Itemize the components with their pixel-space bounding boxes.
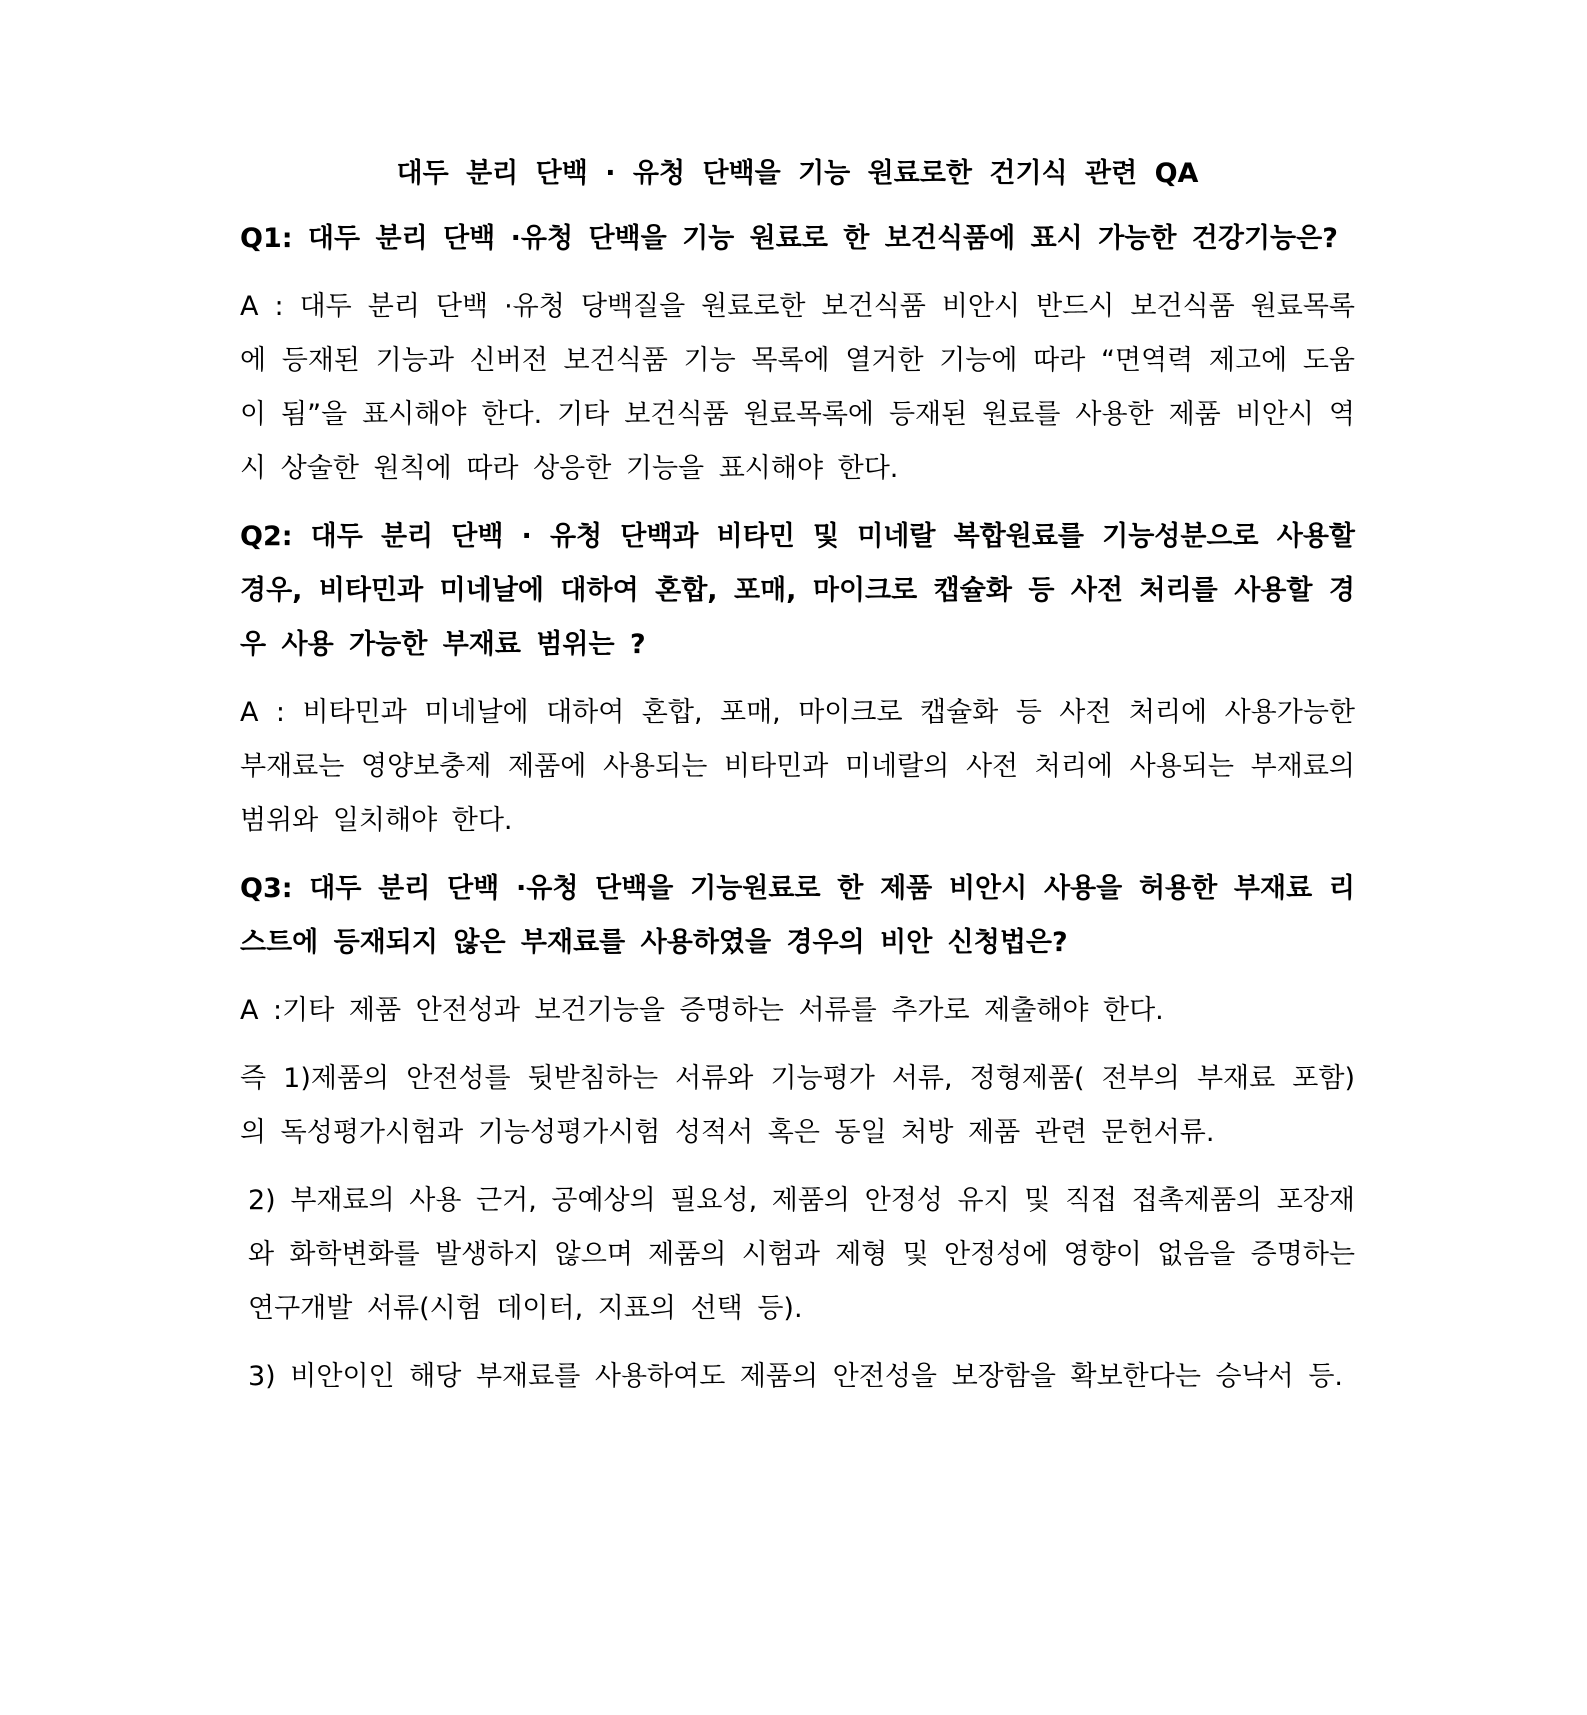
question-3: Q3: 대두 분리 단백 ·유청 단백을 기능원료로 한 제품 비안시 사용을 허용한 부재료 리스트에 등재되지 않은 부재료를 사용하였을 경우의 비안 신청법은? bbox=[240, 873, 1355, 958]
question-1: Q1: 대두 분리 단백 ·유청 단백을 기능 원료로 한 보건식품에 표시 가능한 건강기능은? bbox=[240, 223, 1338, 254]
answer-3: A :기타 제품 안전성과 보건기능을 증명하는 서류를 추가로 제출해야 한다. bbox=[240, 995, 1164, 1026]
answer-3-detail-2: 2) 부재료의 사용 근거, 공예상의 필요성, 제품의 안정성 유지 및 직접 접촉제품의 포장재와 화학변화를 발생하지 않으며 제품의 시험과 제형 및 안정성에 영향이 없음을 증명하는 연구개발 서류(시험 데이터, 지표의 선택 등). bbox=[248, 1185, 1355, 1324]
answer-3-detail-3: 3) 비안이인 해당 부재료를 사용하여도 제품의 안전성을 보장함을 확보한다는 승낙서 등. bbox=[248, 1361, 1343, 1392]
answer-2: A : 비타민과 미네날에 대하여 혼합, 포매, 마이크로 캡슐화 등 사전 처리에 사용가능한 부재료는 영양보충제 제품에 사용되는 비타민과 미네랄의 사전 처리에 사용되는 부재료의 범위와 일치해야 한다. bbox=[240, 697, 1355, 836]
document-title: 대두 분리 단백 · 유청 단백을 기능 원료로한 건기식 관련 QA bbox=[396, 158, 1199, 189]
document-page bbox=[240, 148, 1355, 1418]
answer-1: A : 대두 분리 단백 ·유청 당백질을 원료로한 보건식품 비안시 반드시 보건식품 원료목록에 등재된 기능과 신버전 보건식품 기능 목록에 열거한 기능에 따라 “면역력 제고에 도움이 됨”을 표시해야 한다. 기타 보건식품 원료목록에 등재된 원료를 사용한 제품 비안시 역시 상술한 원칙에 따라 상응한 기능을 표시해야 한다. bbox=[240, 291, 1355, 484]
question-2: Q2: 대두 분리 단백 · 유청 단백과 비타민 및 미네랄 복합원료를 기능성분으로 사용할 경우, 비타민과 미네날에 대하여 혼합, 포매, 마이크로 캡슐화 등 사전 처리를 사용할 경우 사용 가능한 부재료 범위는 ? bbox=[240, 521, 1355, 660]
answer-3-detail-1: 즉 1)제품의 안전성를 뒷받침하는 서류와 기능평가 서류, 정형제품( 전부의 부재료 포함)의 독성평가시험과 기능성평가시험 성적서 혹은 동일 처방 제품 관련 문헌서류. bbox=[240, 1063, 1355, 1148]
